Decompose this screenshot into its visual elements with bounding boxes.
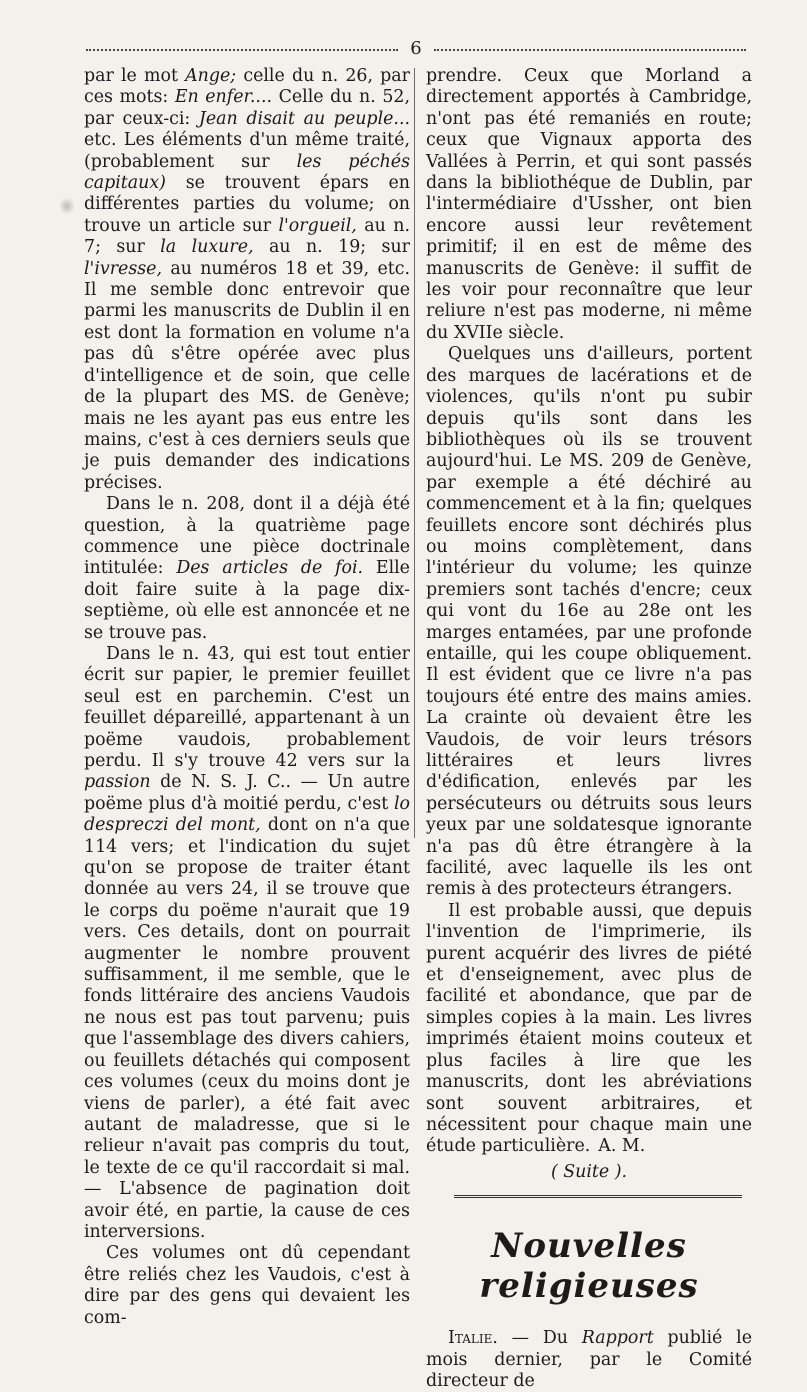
author-initials: A. M. — [598, 1136, 646, 1157]
page-number: 6 — [410, 38, 422, 59]
continued-note: ( Suite ). — [550, 1161, 628, 1182]
paragraph: Dans le n. 208, dont il a déjà été question, à la quatrième page commence une pièce doctrinale intitulée: Des articles de foi. Elle doit faire suite à la page dix-septième, où elle est annoncée et ne se trouve pas. — [84, 494, 410, 643]
column-divider — [414, 68, 415, 838]
paragraph: Italie. — Du Rapport publié le mois dernier, par le Comité directeur de — [426, 1328, 752, 1391]
paragraph: Ces volumes ont dû cependant être reliés chez les Vaudois, c'est à dire par des gens qui devaient les com- — [84, 1243, 410, 1328]
paragraph: Il est probable aussi, que depuis l'invention de l'imprimerie, ils purent acquérir des livres de piété et d'enseignement, avec plus de facilité et abondance, que par de simples copies à la main. Les livres imprimés étaient moins couteux et plus faciles à lire que les manuscrits, dont les abréviations sont souvent arbitraires, et nécessitent pour chaque main une étude particulière. A. M. — [426, 900, 752, 1157]
left-column — [84, 66, 410, 1329]
paragraph: par le mot Ange; celle du n. 26, par ces mots: En enfer.... Celle du n. 52, par ceux-ci: Jean disait au peuple... etc. Les éléments d'un même traité, (probablement sur les péchés capitaux) se trouvent épars en différentes parties du volume; on trouve un article sur l'orgueil, au n. 7; sur la luxure, au n. 19; sur l'ivresse, au numéros 18 et 39, etc. Il me semble donc entrevoir que parmi les manuscrits de Dublin il en est dont la formation en volume n'a pas dû s'être opérée avec plus d'intelligence et de soin, que celle de la plupart des MS. de Genève; mais ne les ayant pas eus entre les mains, c'est à ces derniers seuls que je puis demander des indications précises. — [84, 66, 411, 493]
right-column — [426, 66, 752, 1392]
page-header — [86, 38, 746, 60]
paragraph: Quelques uns d'ailleurs, portent des marques de lacérations et de violences, qu'ils n'ont pu subir depuis qu'ils sont dans les bibliothèques où ils se trouvent aujourd'hui. Le MS. 209 de Genève, par exemple a été déchiré au commencement et à la fin; quelques feuillets encore sont déchirés plus ou moins complètement, dans l'intérieur du volume; les quinze premiers sont tachés d'encre; ceux qui vont du 16e au 28e ont les marges entamées, par une profonde entaille, qui les coupe obliquement. Il est évident que ce livre n'a pas toujours été entre des mains amies. La crainte où devaient être les Vaudois, de voir leurs trésors littéraires et leurs livres d'édification, enlevés par les persécuteurs ou détruits sous leurs yeux par une soldatesque ignorante n'a pas dû être étrangère à la facilité, avec laquelle ils les ont remis à des protecteurs étrangers. — [426, 344, 752, 900]
paragraph: prendre. Ceux que Morland a directement apportés à Cambridge, n'ont pas été remaniés en route; ceux que Vignaux apporta des Vallées à Perrin, et qui sont passés dans la bibliothéque de Dublin, par l'intermédiaire d'Ussher, ont bien encore aussi leur revêtement primitif; il en est de même des manuscrits de Genève: il suffit de les voir pour reconnaître que leur reliure n'est pas moderne, ni même du XVIIe siècle. — [426, 66, 752, 343]
header-rule-left — [86, 49, 398, 51]
paper-stain — [60, 196, 74, 216]
header-rule-right — [434, 49, 746, 51]
section-title: Nouvelles religieuses — [479, 1226, 699, 1307]
section-separator — [454, 1195, 742, 1198]
paragraph: Dans le n. 43, qui est tout entier écrit sur papier, le premier feuillet seul est en parchemin. C'est un feuillet dépareillé, appartenant à un poëme vaudois, probablement perdu. Il s'y trouve 42 vers sur la passion de N. S. J. C.. — Un autre poëme plus d'à moitié perdu, c'est lo despreczi del mont, dont on n'a que 114 vers; et l'indication du sujet qu'on se propose de traiter étant donnée au vers 24, il se trouve que le corps du poëme n'aurait que 19 vers. Ces details, dont on pourrait augmenter le nombre prouvent suffisamment, il me semble, que le fonds littéraire des anciens Vaudois ne nous est pas tout parvenu; puis que l'assemblage des divers cahiers, ou feuillets détachés qui composent ces volumes (ceux du moins dont je viens de parler), a été fait avec autant de maladresse, que si le relieur n'avait pas compris du tout, le texte de ce qu'il raccordait si mal. — L'absence de pagination doit avoir été, en partie, la cause de ces interversions. — [84, 643, 410, 1242]
